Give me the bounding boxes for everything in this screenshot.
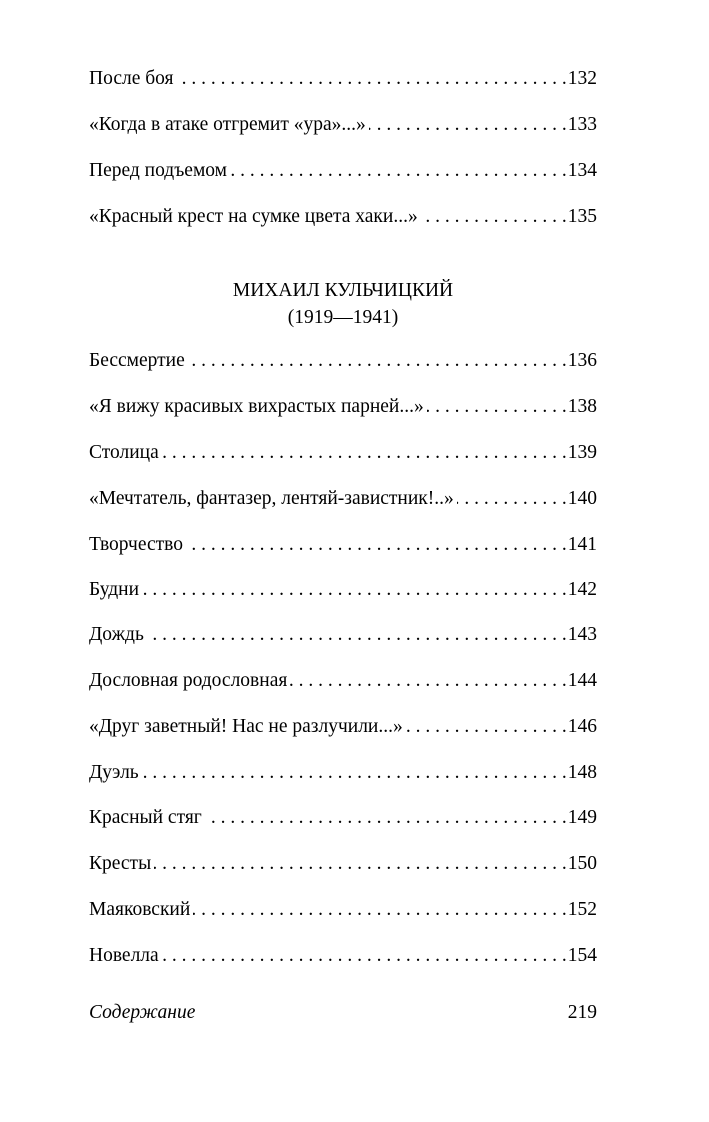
leader-dots (230, 158, 567, 184)
toc-entry-title: Дословная родословная (89, 670, 288, 691)
author-heading: МИХАИЛ КУЛЬЧИЦКИЙ (232, 280, 454, 301)
toc-entry-title: Кресты (89, 853, 152, 874)
toc-entry-title: Перед подъемом (89, 160, 228, 181)
leader-dots (406, 714, 567, 740)
toc-entry (89, 668, 597, 694)
leader-dots (290, 668, 566, 694)
leader-dots (162, 943, 567, 969)
toc-entry-title: Столица (89, 442, 159, 463)
toc-entry-title: «Когда в атаке отгремит «ура»...» (89, 114, 366, 135)
leader-dots (177, 66, 567, 92)
toc-entry (89, 158, 597, 184)
toc-entry-page: 134 (567, 160, 597, 181)
toc-entry-page: 149 (567, 807, 597, 828)
toc-entry-page: 148 (567, 762, 597, 783)
leader-dots (457, 486, 567, 512)
leader-dots (205, 805, 567, 831)
leader-dots (421, 204, 567, 230)
toc-entry-page: 135 (567, 206, 597, 227)
toc-entry-title: «Друг заветный! Нас не разлучили...» (89, 716, 403, 737)
toc-entry (89, 577, 597, 603)
leader-dots (142, 577, 567, 603)
toc-entry (89, 532, 597, 558)
toc-entry-title: После боя (89, 68, 174, 89)
toc-entry-title: Творчество (89, 534, 183, 555)
toc-entry-page: 154 (567, 945, 597, 966)
toc-entry (89, 622, 597, 648)
toc-entry-title: Маяковский (89, 899, 191, 920)
toc-entry-page: 152 (567, 899, 597, 920)
toc-entry (89, 112, 597, 138)
toc-entry-page: 144 (567, 670, 597, 691)
toc-entry (89, 394, 597, 420)
running-title: Содержание (89, 1002, 196, 1023)
toc-entry-page: 141 (567, 534, 597, 555)
toc-entry-title: Дуэль (89, 762, 139, 783)
toc-entry-title: Новелла (89, 945, 159, 966)
author-years: (1919—1941) (287, 307, 399, 328)
toc-entry-page: 132 (567, 68, 597, 89)
toc-entry-page: 140 (567, 488, 597, 509)
leader-dots (147, 622, 567, 648)
toc-entry (89, 943, 597, 969)
leader-dots (427, 394, 567, 420)
toc-entry-title: Будни (89, 579, 140, 600)
leader-dots (162, 440, 567, 466)
toc-entry-title: Дождь (89, 624, 144, 645)
toc-entry-page: 136 (567, 350, 597, 371)
toc-entry (89, 348, 597, 374)
toc-entry (89, 204, 597, 230)
leader-dots (142, 760, 567, 786)
toc-entry (89, 760, 597, 786)
leader-dots (186, 532, 567, 558)
toc-entry-title: Бессмертие (89, 350, 185, 371)
toc-entry-page: 133 (567, 114, 597, 135)
toc-entry-page: 146 (567, 716, 597, 737)
toc-entry-title: «Я вижу красивых вихрастых парней...» (89, 396, 424, 417)
leader-dots (193, 897, 566, 923)
leader-dots (188, 348, 567, 374)
page-number: 219 (567, 1002, 597, 1023)
toc-entry (89, 440, 597, 466)
toc-entry-title: «Красный крест на сумке цвета хаки...» (89, 206, 418, 227)
toc-entry (89, 897, 597, 923)
toc-entry (89, 486, 597, 512)
toc-entry (89, 805, 597, 831)
toc-entry (89, 714, 597, 740)
toc-entry-title: «Мечтатель, фантазер, лентяй-завистник!..» (89, 488, 454, 509)
toc-entry-page: 138 (567, 396, 597, 417)
toc-entry-page: 142 (567, 579, 597, 600)
toc-entry-title: Красный стяг (89, 807, 202, 828)
toc-entry-page: 139 (567, 442, 597, 463)
toc-entry (89, 851, 597, 877)
toc-entry-page: 143 (567, 624, 597, 645)
table-of-contents-page (89, 0, 597, 1122)
toc-entry-page: 150 (567, 853, 597, 874)
leader-dots (369, 112, 567, 138)
toc-entry (89, 66, 597, 92)
leader-dots (154, 851, 567, 877)
